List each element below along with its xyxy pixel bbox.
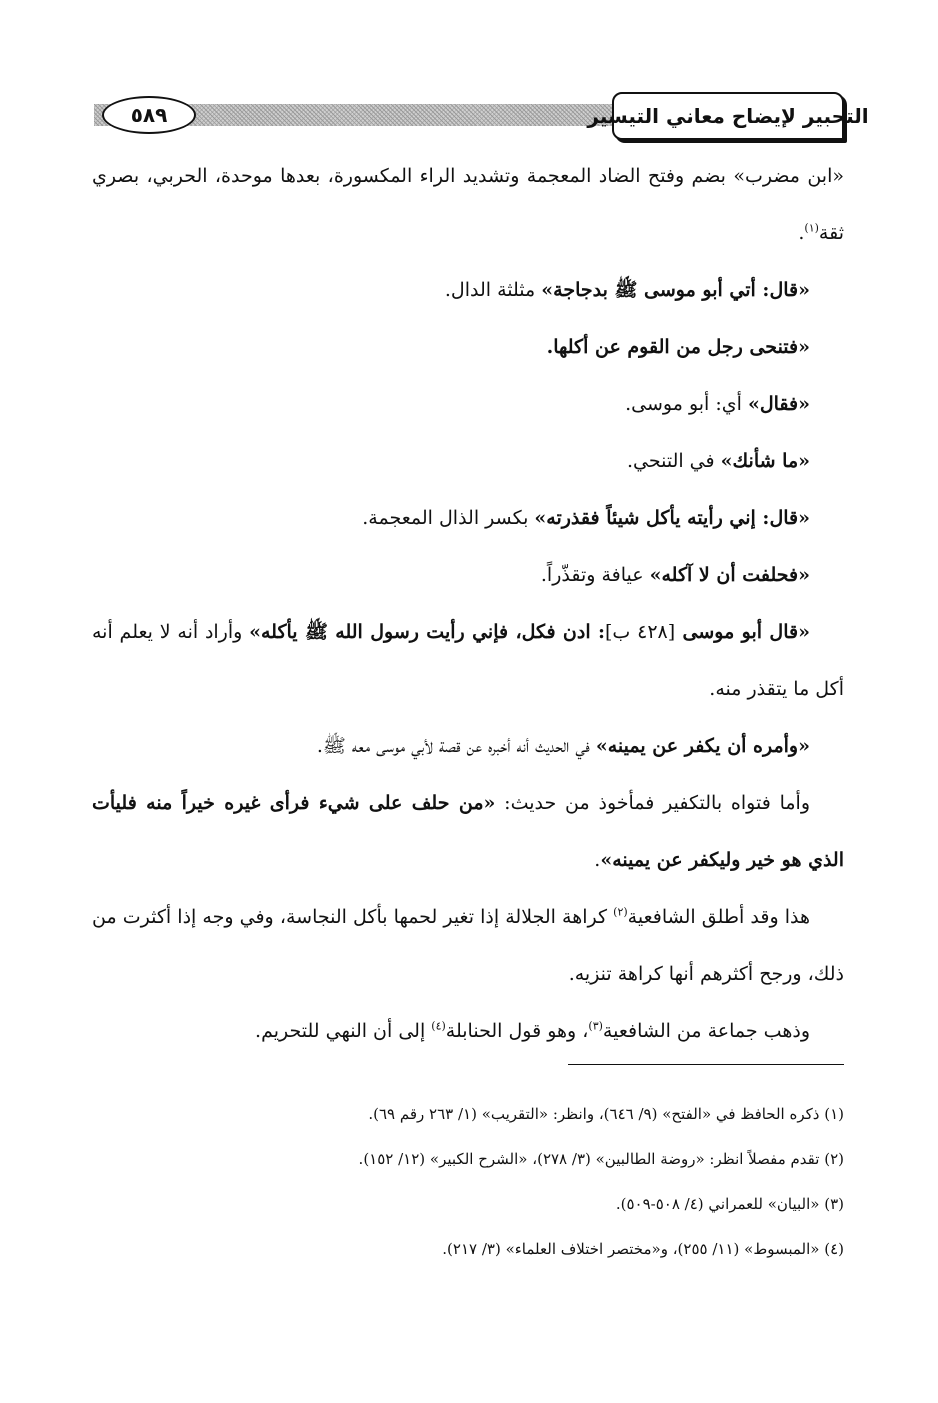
commentary-text: في التنحي. — [626, 450, 721, 472]
commentary-text: وأما فتواه بالتكفير فمأخوذ من حديث: — [495, 792, 811, 814]
quoted-hadith-text: «فتنحى رجل من القوم عن أكلها. — [546, 336, 810, 358]
commentary-text: أي: أبو موسى. — [625, 393, 748, 415]
quoted-hadith-text: «قال: أتي أبو موسى ﷺ بدجاجة» — [541, 279, 810, 301]
commentary-text: كراهة الجلالة إذا تغير لحمها بأكل النجاسة، وفي وجه إذا أكثرت من ذلك، ورجح أكثرهم أنها كراهة تنزيه. — [92, 906, 844, 985]
footnote-item: (٢) تقدم مفصلاً انظر: «روضة الطالبين» (٣/ ٢٧٨)، «الشرح الكبير» (١٢/ ١٥٢). — [358, 1150, 844, 1168]
commentary-text: هذا وقد أطلق الشافعية — [627, 906, 810, 928]
commentary-text: . — [798, 222, 805, 244]
paragraph — [92, 547, 844, 604]
paragraph — [92, 889, 844, 1003]
commentary-text: «ابن مضرب» بضم وفتح الضاد المعجمة وتشديد الراء المكسورة، بعدها موحدة، الحربي، بصري ثقة — [92, 165, 844, 244]
commentary-text: وذهب جماعة من الشافعية — [602, 1020, 810, 1042]
quoted-hadith-text: «قال أبو موسى — [675, 621, 810, 643]
running-header — [94, 92, 869, 142]
main-text — [92, 148, 844, 1060]
commentary-text: بكسر الذال المعجمة. — [362, 507, 535, 529]
paragraph — [92, 490, 844, 547]
footnotes — [92, 1092, 844, 1272]
header-title-frame — [587, 92, 869, 140]
book-title: التحبير لإيضاح معاني التيسير — [587, 104, 869, 128]
footnote-ref: (١) — [804, 221, 819, 235]
commentary-text: وأراد أنه لا يعلم أنه أكل ما يتقذر منه. — [92, 621, 844, 700]
paragraph — [92, 262, 844, 319]
paragraph — [92, 433, 844, 490]
commentary-text: [٤٢٨ ب] — [605, 621, 676, 643]
quoted-hadith-text: «فحلفت أن لا آكله» — [649, 564, 810, 586]
quoted-hadith-text: «من حلف على شيء فرأى غيره خيراً منه فليأت الذي هو خير وليكفر عن يمينه» — [92, 792, 844, 871]
paragraph — [92, 1003, 844, 1060]
commentary-text: مثلثة الدال. — [444, 279, 542, 301]
quoted-hadith-text: «فقال» — [747, 393, 810, 415]
footnote-item: (١) ذكره الحافظ في «الفتح» (٩/ ٦٤٦)، وانظر: «التقريب» (١/ ٢٦٣ رقم ٦٩). — [368, 1105, 844, 1123]
paragraph — [92, 718, 844, 775]
commentary-text: في الحديث أنه أخبره عن قصة لأبي موسى معه ﷺ. — [316, 735, 596, 757]
quoted-hadith-text: «وأمره أن يكفر عن يمينه» — [595, 735, 810, 757]
paragraph — [92, 376, 844, 433]
commentary-text: ، وهو قول الحنابلة — [445, 1020, 589, 1042]
footnote-item: (٣) «البيان» للعمراني (٤/ ٥٠٨-٥٠٩). — [615, 1195, 844, 1213]
commentary-text: . — [594, 849, 601, 871]
footnote-ref: (٢) — [613, 905, 628, 919]
footnote-item: (٤) «المبسوط» (١١/ ٢٥٥)، و«مختصر اختلاف العلماء» (٣/ ٢١٧). — [442, 1240, 844, 1258]
page-number: ٥٨٩ — [102, 96, 196, 134]
paragraph — [92, 775, 844, 889]
footnote-ref: (٣) — [588, 1019, 603, 1033]
quoted-hadith-text: «قال: إني رأيته يأكل شيئاً فقذرته» — [534, 507, 810, 529]
paragraph — [92, 604, 844, 718]
quoted-hadith-text: : ادن فكل، فإني رأيت رسول الله ﷺ يأكله» — [249, 621, 606, 643]
paragraph — [92, 319, 844, 376]
commentary-text: عيافة وتقذّراً. — [540, 564, 650, 586]
paragraph — [92, 148, 844, 262]
quoted-hadith-text: «ما شأنك» — [720, 450, 810, 472]
footnote-ref: (٤) — [431, 1019, 446, 1033]
footnote-divider — [568, 1064, 844, 1065]
commentary-text: إلى أن النهي للتحريم. — [255, 1020, 432, 1042]
